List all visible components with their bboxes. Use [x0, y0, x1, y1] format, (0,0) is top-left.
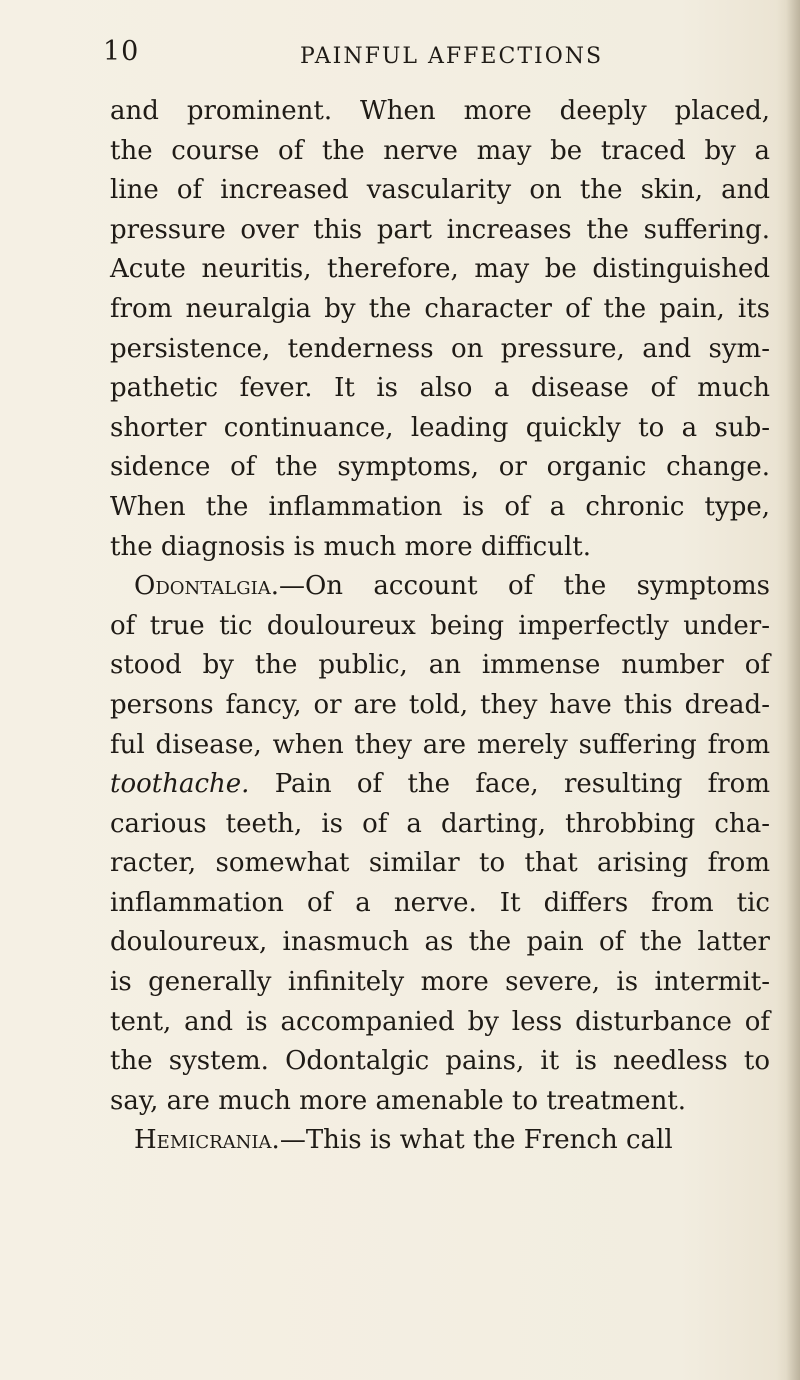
- text-line: and prominent. When more deeply placed,: [110, 96, 770, 126]
- text-line: When the inflammation is of a chronic type,: [110, 491, 770, 522]
- text-line: racter, somewhat similar to that arising from: [110, 848, 770, 879]
- text-line: line of increased vascularity on the skin, and: [110, 175, 770, 206]
- text-line: stood by the public, an immense number of: [110, 650, 770, 681]
- odontalgia-first-line-rest: —On account of the symptoms: [278, 571, 770, 602]
- text-line: inflammation of a nerve. It differs from tic: [110, 887, 770, 918]
- text-line: persons fancy, or are told, they have this dread-: [110, 689, 770, 720]
- text-line: ful disease, when they are merely suffering from: [110, 729, 770, 760]
- text-line: sidence of the symptoms, or organic change.: [110, 452, 770, 483]
- text-line: carious teeth, is of a darting, throbbing cha-: [110, 808, 770, 839]
- text-line: of true tic douloureux being imperfectly under-: [110, 610, 770, 641]
- running-title: PAINFUL AFFECTIONS: [300, 44, 604, 69]
- text-line: from neuralgia by the character of the pain, its: [110, 293, 770, 324]
- page-edge-shadow: [786, 0, 800, 1380]
- text-line: the course of the nerve may be traced by a: [110, 135, 770, 166]
- text-line: the diagnosis is much more difficult.: [110, 531, 591, 562]
- text-line: pressure over this part increases the suffering.: [110, 214, 770, 245]
- hemicrania-first-line-rest: —This is what the French call: [279, 1125, 673, 1156]
- toothache-line: [110, 765, 770, 805]
- text-line: say, are much more amenable to treatment.: [110, 1085, 687, 1116]
- hemicrania-heading: Hemicrania.: [134, 1125, 280, 1156]
- toothache-term: toothache.: [110, 769, 250, 800]
- text-line: pathetic fever. It is also a disease of much: [110, 373, 770, 404]
- text-line: the system. Odontalgic pains, it is needless to: [110, 1046, 770, 1077]
- page-number: 10: [103, 36, 140, 67]
- odontalgia-heading: Odontalgia.: [134, 571, 279, 602]
- text-line: Acute neuritis, therefore, may be distinguished: [110, 254, 770, 285]
- text-line: douloureux, inasmuch as the pain of the latter: [110, 927, 770, 958]
- text-line: shorter continuance, leading quickly to a sub-: [110, 412, 770, 443]
- text-line: is generally infinitely more severe, is intermit-: [110, 967, 770, 998]
- text-line: persistence, tenderness on pressure, and sym-: [110, 333, 770, 364]
- text-line: tent, and is accompanied by less disturbance of: [110, 1006, 770, 1037]
- toothache-line-rest: Pain of the face, resulting from: [249, 769, 770, 800]
- hemicrania-first-line: [110, 1121, 770, 1161]
- odontalgia-first-line: [110, 567, 770, 607]
- body-text: [110, 92, 770, 1161]
